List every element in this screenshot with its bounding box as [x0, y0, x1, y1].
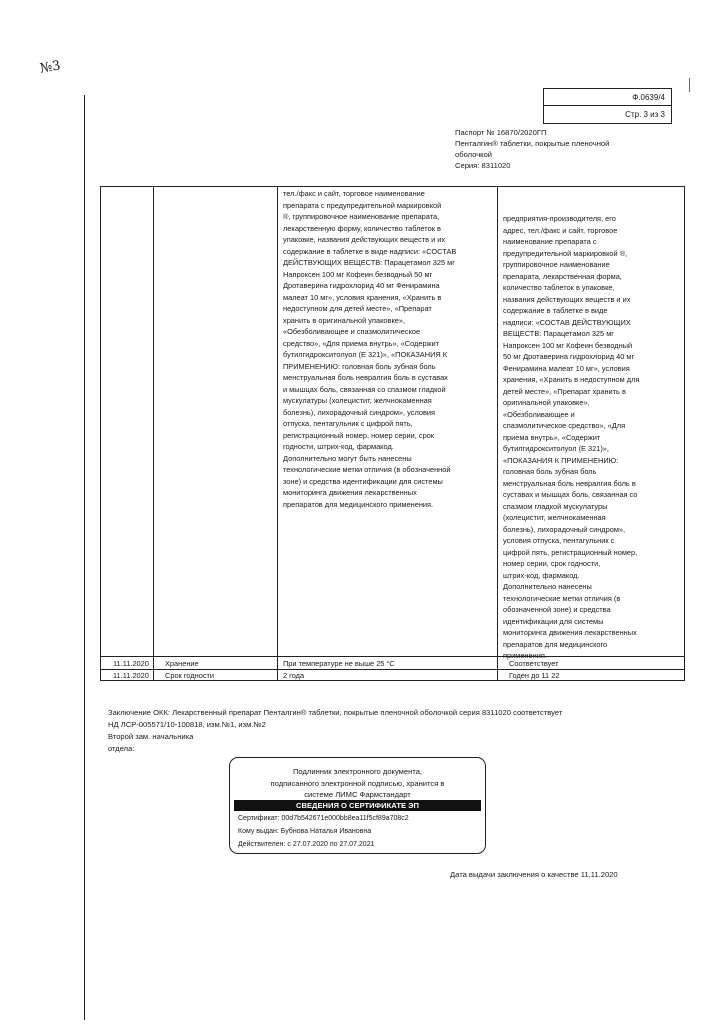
storage-result: Соответствует [509, 659, 559, 668]
storage-requirement: При температуре не выше 25 °С [283, 659, 395, 668]
form-code-box [543, 88, 672, 124]
conclusion-text: Заключение ОКК: Лекарственный препарат Пенталгин® таблетки, покрытые пленочной оболочкой серия 8311020 соответствует [108, 708, 563, 717]
shelf-life-date: 11.11.2020 [113, 671, 149, 680]
result-cell: предприятия-производителя, его адрес, тел./факс и сайт, торговое наименование препарата с предупредительной маркировкой ®, группировочное наименование препарата, лекарственная форма, количество таблеток в упаковке, названия действующих веществ и их содержание в таблетке в виде надписи: «СОСТАВ ДЕЙСТВУЮЩИХ ВЕЩЕСТВ: Парацетамол 325 мг Напроксен 100 мг Кофеин безводный 50 мг Дротаверина гидрохлорид 40 мг Фенирамина малеат 10 мг», условия хранения, «Хранить в недоступном для детей месте», «Препарат хранить в оригинальной упаковке», «Обезболивающее и спазмолитическое средство», «Для приема внутрь», «Содержит бутилгидрокситолуол (Е 321)», «ПОКАЗАНИЯ К ПРИМЕНЕНИЮ: головная боль зубная боль менструальная боль невралгия боль в суставах и мышцах боль, связанная со спазмом гладкой мускулатуры (холецистит, желчнокаменная болезнь), лихорадочный синдром», условия отпуска, пентагульник с цифрой пять, регистрационный номер, номер серии, срок годности, штрих-код, фармакод. Дополнительно нанесены технологические метки отличия (в обозначенной зоне) и средства идентификации для системы мониторинга движения лекарственных препаратов для медицинского применения. [503, 214, 640, 660]
passport-number: Паспорт № 16870/2020ГП [455, 128, 547, 137]
conclusion-block [108, 707, 562, 755]
product-name-cont: оболочкой [455, 150, 493, 159]
shelf-life-indicator: Срок годности [165, 671, 215, 680]
issue-date: Дата выдачи заключения о качестве 11.11.2020 [450, 870, 618, 879]
requirement-cell: тел./факс и сайт, торговое наименование препарата с предупредительной маркировкой ®, группировочное наименование препарата, лекарственную форму, количество таблеток в упаковке, названия действующих веществ и их содержание в таблетке в виде надписи: «СОСТАВ ДЕЙСТВУЮЩИХ ВЕЩЕСТВ: Парацетамол 325 мг Напроксен 100 мг Кофеин безводный 50 мг Дротаверина гидрохлорид 40 мг Фенирамина малеат 10 мг», условия хранения, «Хранить в недоступном для детей месте», «Препарат хранить в оригинальной упаковке», «Обезболивающее и спазмолитическое средство», «Для приема внутрь», «Содержит бутилгидрокситолуол (Е 321)», «ПОКАЗАНИЯ К ПРИМЕНЕНИЮ: головная боль зубная боль менструальная боль невралгия боль в суставах и мышцах боль, связанная со спазмом гладкой мускулатуры (холецистит, желчнокаменная болезнь), лихорадочный синдром», условия отпуска, пентагульник с цифрой пять, регистрационный номер, номер серии, срок годности, штрих-код, фармакод. Дополнительно могут быть нанесены технологические метки отличия (в обозначенной зоне) и средства идентификации для системы мониторинга движения лекарственных препаратов для медицинского применения. [283, 189, 457, 509]
shelf-life-requirement: 2 года [283, 671, 305, 680]
electronic-signature-stamp [229, 757, 486, 854]
passport-block [455, 127, 609, 171]
left-binding-line [84, 95, 85, 1020]
quality-table [100, 186, 685, 681]
stamp-issued-to: Кому выдан: Бубнова Наталья Ивановна [238, 828, 372, 835]
storage-date: 11.11.2020 [113, 659, 149, 668]
stamp-certificate-bar: СВЕДЕНИЯ О СЕРТИФИКАТЕ ЭП [234, 800, 481, 811]
form-code: Ф.0639/4 [544, 89, 671, 106]
batch-number: Серия: 8311020 [455, 161, 511, 170]
col-divider-1 [153, 187, 154, 680]
scan-tick-mark [689, 78, 690, 92]
col-divider-2 [277, 187, 278, 680]
col-divider-3 [497, 187, 498, 680]
storage-indicator: Хранение [165, 659, 199, 668]
shelf-life-result: Годен до 11 22 [509, 671, 560, 680]
signatory-dept: отдела: [108, 744, 135, 753]
product-name: Пенталгин® таблетки, покрытые пленочной [455, 139, 610, 148]
stamp-validity: Действителен: с 27.07.2020 по 27.07.2021 [238, 841, 375, 848]
conclusion-reference: НД ЛСР-005571/10-100818, изм.№1, изм.№2 [108, 720, 266, 729]
page-number: Стр. 3 из 3 [625, 110, 665, 119]
stamp-certificate: Сертификат: 00d7b542671e000bb8ea11f5cf89a708c2 [238, 815, 409, 822]
stamp-header: Подлинник электронного документа, подписанного электронной подписью, хранится в системе ЛИМС Фармстандарт [270, 767, 445, 799]
handwritten-page-mark: №3 [38, 58, 62, 77]
signatory-title: Второй зам. начальника [108, 732, 194, 741]
